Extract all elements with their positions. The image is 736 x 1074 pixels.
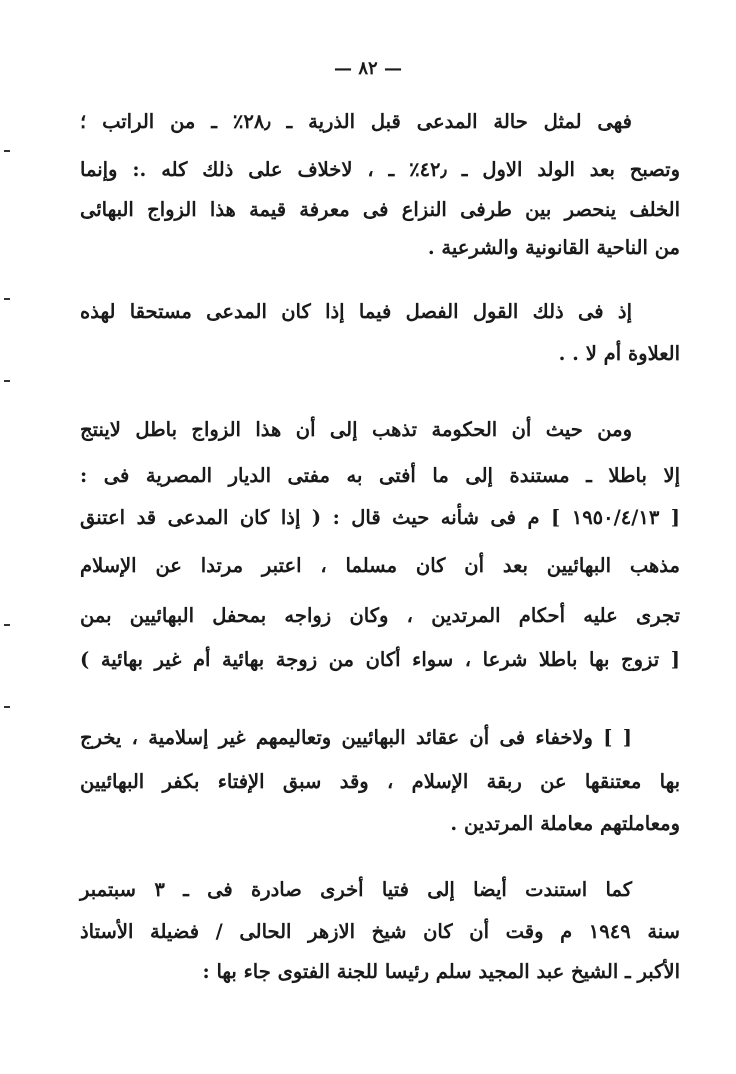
text-line: من الناحية القانونية والشرعية . (427, 236, 680, 259)
scan-mark (4, 150, 10, 152)
text-line: إلا باطلا ـ مستندة إلى ما أفتى به مفتى الديار المصرية فى : (80, 464, 680, 487)
text-line: كما استندت أيضا إلى فتيا أخرى صادرة فى ـ ٣ سبتمبر (80, 878, 632, 901)
text-line: الأكبر ـ الشيخ عبد المجيد سلم رئيسا للجنة الفتوى جاء بها : (202, 960, 680, 983)
text-line: بها معتنقها عن ربقة الإسلام ، وقد سبق الإفتاء بكفر البهائيين (80, 770, 680, 793)
page-number: — ٨٢ — (334, 58, 402, 79)
text-line: ومن حيث أن الحكومة تذهب إلى أن هذا الزواج باطل لاينتج (80, 418, 632, 441)
scan-mark (4, 298, 10, 300)
text-line: العلاوة أم لا . . (558, 342, 680, 365)
text-line: [ ] ولاخفاء فى أن عقائد البهائيين وتعاليمهم غير إسلامية ، يخرج (80, 726, 632, 749)
text-line: مذهب البهائيين بعد أن كان مسلما ، اعتبر مرتدا عن الإسلام (80, 554, 680, 577)
scan-mark (4, 624, 10, 626)
text-line: فهى لمثل حالة المدعى قبل الذرية ـ ٢٨٫٪ ـ من الراتب ؛ (80, 110, 632, 133)
text-line: وتصبح بعد الولد الاول ـ ٤٢٫٪ ـ ، لاخلاف على ذلك كله .: وإنما (80, 158, 680, 181)
text-line: ومعاملتهم معاملة المرتدين . (450, 812, 680, 835)
text-line: [ ١٩٥٠/٤/١٣ ] م فى شأنه حيث قال : ( إذا كان المدعى قد اعتنق (80, 506, 681, 529)
text-line: إذ فى ذلك القول الفصل فيما إذا كان المدعى مستحقا لهذه (80, 300, 632, 323)
scan-mark (4, 706, 10, 708)
text-line: سنة ١٩٤٩ م وقت أن كان شيخ الازهر الحالى / فضيلة الأستاذ (80, 920, 680, 943)
text-line: [ تزوج بها باطلا شرعا ، سواء أكان من زوجة بهائية أم غير بهائية ) (80, 648, 680, 671)
text-line: الخلف ينحصر بين طرفى النزاع فى معرفة قيمة هذا الزواج البهائى (80, 198, 680, 221)
scan-mark (4, 380, 10, 382)
text-line: تجرى عليه أحكام المرتدين ، وكان زواجه بمحفل البهائيين بمن (80, 604, 680, 627)
